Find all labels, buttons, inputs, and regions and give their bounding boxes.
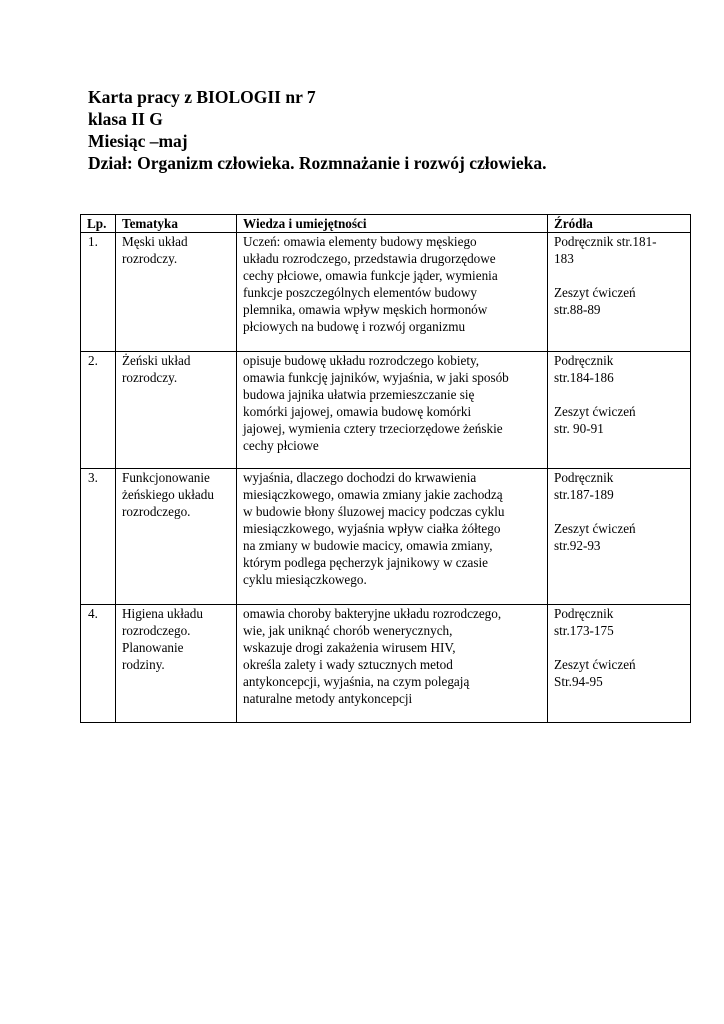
row-number: 2. bbox=[81, 352, 116, 469]
class-label: klasa II G bbox=[88, 109, 163, 129]
topic-cell: Higiena układu rozrodczego. Planowanie rodziny. bbox=[116, 605, 237, 723]
table-row bbox=[81, 605, 691, 723]
sources-cell bbox=[548, 469, 691, 605]
row-number: 4. bbox=[81, 605, 116, 723]
worksheet-header bbox=[88, 86, 688, 174]
column-header-topic: Tematyka bbox=[116, 215, 237, 233]
textbook-source: Podręcznik str.187-189 bbox=[554, 470, 614, 502]
worksheet-title: Karta pracy z BIOLOGII nr 7 bbox=[88, 87, 316, 107]
sources-cell bbox=[548, 352, 691, 469]
sources-cell bbox=[548, 605, 691, 723]
skills-cell: wyjaśnia, dlaczego dochodzi do krwawienia miesiączkowego, omawia zmiany jakie zachodzą w budowie błony śluzowej macicy podczas cyklu miesiączkowego, wyjaśnia wpływ ciałka żółtego na zmiany w budowie macicy, omawia zmiany, którym podlega pęcherzyk jajnikowy w czasie cyklu miesiączkowego. bbox=[237, 469, 548, 605]
table-row bbox=[81, 233, 691, 352]
workbook-source: Zeszyt ćwiczeń str. 90-91 bbox=[554, 404, 636, 436]
column-header-sources: Źródła bbox=[548, 215, 691, 233]
column-header-skills: Wiedza i umiejętności bbox=[237, 215, 548, 233]
workbook-source: Zeszyt ćwiczeń str.92-93 bbox=[554, 521, 636, 553]
topic-cell: Żeński układ rozrodczy. bbox=[116, 352, 237, 469]
textbook-source: Podręcznik str.181- 183 bbox=[554, 234, 657, 266]
skills-cell: Uczeń: omawia elementy budowy męskiego układu rozrodczego, przedstawia drugorzędowe cechy płciowe, omawia funkcje jąder, wymienia funkcje poszczególnych elementów budowy plemnika, omawia wpływ męskich hormonów płciowych na budowę i rozwój organizmu bbox=[237, 233, 548, 352]
textbook-source: Podręcznik str.173-175 bbox=[554, 606, 614, 638]
table-row bbox=[81, 352, 691, 469]
row-number: 3. bbox=[81, 469, 116, 605]
table-header-row bbox=[81, 215, 691, 233]
skills-cell: omawia choroby bakteryjne układu rozrodczego, wie, jak uniknąć chorób wenerycznych, wskazuje drogi zakażenia wirusem HIV, określa zalety i wady sztucznych metod antykoncepcji, wyjaśnia, na czym polegają naturalne metody antykoncepcji bbox=[237, 605, 548, 723]
month-label: Miesiąc –maj bbox=[88, 131, 188, 151]
workbook-source: Zeszyt ćwiczeń Str.94-95 bbox=[554, 657, 636, 689]
topic-cell: Funkcjonowanie żeńskiego układu rozrodczego. bbox=[116, 469, 237, 605]
topic-cell: Męski układ rozrodczy. bbox=[116, 233, 237, 352]
workbook-source: Zeszyt ćwiczeń str.88-89 bbox=[554, 285, 636, 317]
curriculum-table bbox=[80, 214, 691, 723]
column-header-lp: Lp. bbox=[81, 215, 116, 233]
skills-cell: opisuje budowę układu rozrodczego kobiety, omawia funkcję jajników, wyjaśnia, w jaki sposób budowa jajnika ułatwia przemieszczanie się komórki jajowej, omawia budowę komórki jajowej, wymienia cztery trzeciorzędowe żeńskie cechy płciowe bbox=[237, 352, 548, 469]
section-label: Dział: Organizm człowieka. Rozmnażanie i rozwój człowieka. bbox=[88, 153, 547, 173]
textbook-source: Podręcznik str.184-186 bbox=[554, 353, 614, 385]
sources-cell bbox=[548, 233, 691, 352]
row-number: 1. bbox=[81, 233, 116, 352]
table-row bbox=[81, 469, 691, 605]
